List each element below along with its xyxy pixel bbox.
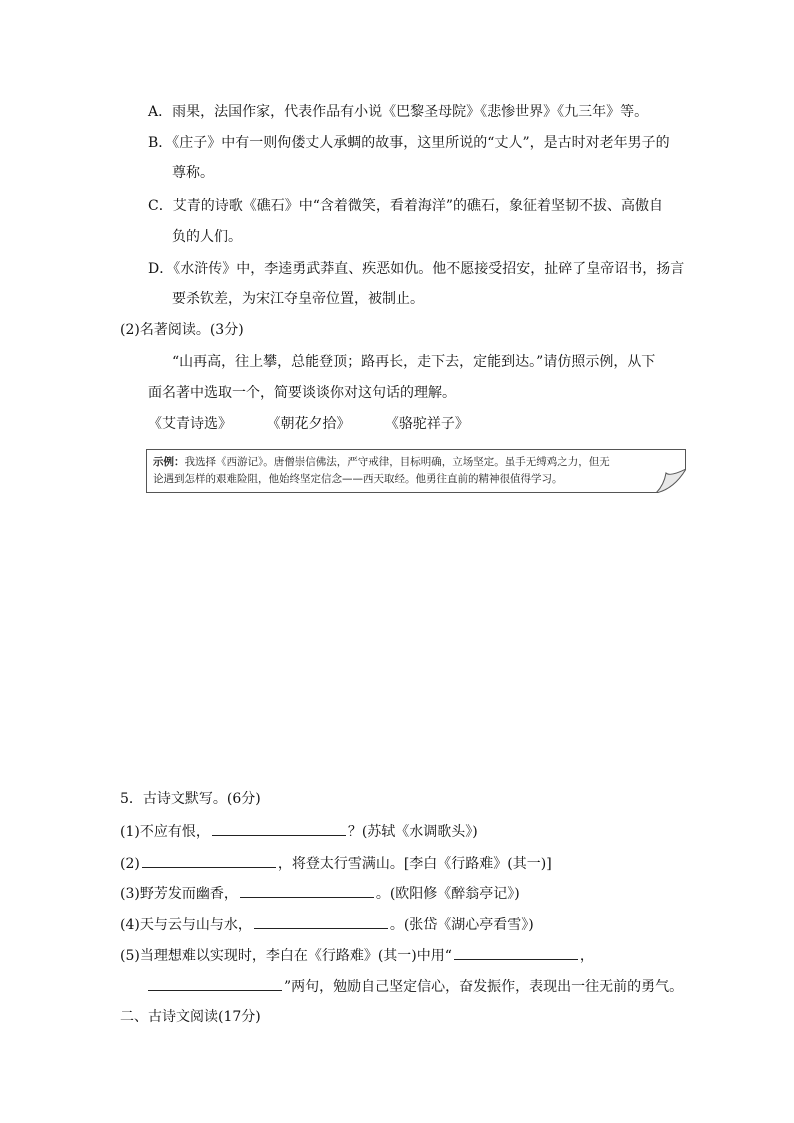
q5-item-5-pre: (5)当理想难以实现时，李白在《行路难》(其一)中用“ bbox=[120, 948, 452, 964]
option-c-line2: 负的人们。 bbox=[172, 229, 242, 245]
example-line2: 论遇到怎样的艰难险阻，他始终坚定信念——西天取经。他勇往直前的精神很值得学习。 bbox=[153, 473, 563, 485]
option-c-line1: C．艾青的诗歌《礁石》中“含着微笑，看着海洋”的礁石，象征着坚韧不拔、高傲自 bbox=[148, 198, 664, 214]
option-b-line1: B．《庄子》中有一则佝偻丈人承蜩的故事，这里所说的“丈人”，是古时对老年男子的 bbox=[148, 135, 670, 151]
example-label: 示例： bbox=[153, 456, 185, 468]
q5-item-5-line2 bbox=[146, 975, 683, 997]
q5-item-5-post: ”两句，勉励自己坚定信心，奋发振作，表现出一往无前的勇气。 bbox=[284, 979, 684, 995]
q5-heading: 5．古诗文默写。(6分) bbox=[120, 791, 261, 807]
answer-blank[interactable] bbox=[148, 975, 282, 991]
q5-item-4 bbox=[120, 913, 534, 935]
book-item: 《骆驼祥子》 bbox=[384, 416, 469, 432]
q5-item-3-post: 。(欧阳修《醉翁亭记》) bbox=[375, 886, 520, 902]
book-list bbox=[148, 414, 499, 434]
q2-prompt-line2: 面名著中选取一个，简要谈谈你对这句话的理解。 bbox=[148, 385, 456, 401]
option-a: A．雨果，法国作家，代表作品有小说《巴黎圣母院》《悲惨世界》《九三年》等。 bbox=[148, 104, 649, 120]
answer-blank[interactable] bbox=[212, 820, 346, 836]
option-d-line1: D．《水浒传》中，李逵勇武莽直、疾恶如仇。他不愿接受招安，扯碎了皇帝诏书，扬言 bbox=[148, 261, 685, 277]
section-2-heading: 二、古诗文阅读(17分) bbox=[120, 1009, 261, 1025]
q5-item-5-line1 bbox=[120, 944, 594, 966]
example-box bbox=[146, 449, 686, 493]
q5-item-3-pre: (3)野芳发而幽香， bbox=[120, 886, 238, 902]
q5-item-3 bbox=[120, 882, 520, 904]
q5-item-2 bbox=[120, 852, 552, 874]
q5-item-1-post: ？(苏轼《水调歌头》) bbox=[347, 824, 478, 840]
option-b-line2: 尊称。 bbox=[172, 165, 214, 181]
book-item: 《艾青诗选》 bbox=[148, 416, 232, 432]
answer-blank[interactable] bbox=[240, 882, 374, 898]
q2-prompt-line1: “山再高，往上攀，总能登顶；路再长，走下去，定能到达。”请仿照示例，从下 bbox=[172, 354, 656, 370]
answer-blank[interactable] bbox=[142, 852, 276, 868]
q2-heading: (2)名著阅读。(3分) bbox=[120, 322, 244, 338]
q5-item-4-pre: (4)天与云与山与水， bbox=[120, 917, 252, 933]
q5-item-1 bbox=[120, 820, 478, 842]
q5-item-2-post: ，将登太行雪满山。[李白《行路难》(其一)] bbox=[277, 856, 552, 872]
page-curl-icon bbox=[656, 469, 686, 493]
example-line1: 我选择《西游记》。唐僧崇信佛法，严守戒律，目标明确，立场坚定。虽手无缚鸡之力，但无 bbox=[184, 456, 610, 468]
q5-item-4-post: 。(张岱《湖心亭看雪》) bbox=[389, 917, 534, 933]
q5-item-1-pre: (1)不应有恨， bbox=[120, 824, 210, 840]
q5-item-5-mid: ， bbox=[579, 948, 594, 964]
example-text bbox=[153, 454, 675, 488]
q5-item-2-pre: (2) bbox=[120, 856, 140, 872]
answer-blank[interactable] bbox=[454, 944, 578, 960]
option-d-line2: 要杀钦差，为宋江夺皇帝位置，被制止。 bbox=[172, 291, 424, 307]
book-item: 《朝花夕拾》 bbox=[266, 416, 351, 432]
answer-blank[interactable] bbox=[254, 913, 388, 929]
